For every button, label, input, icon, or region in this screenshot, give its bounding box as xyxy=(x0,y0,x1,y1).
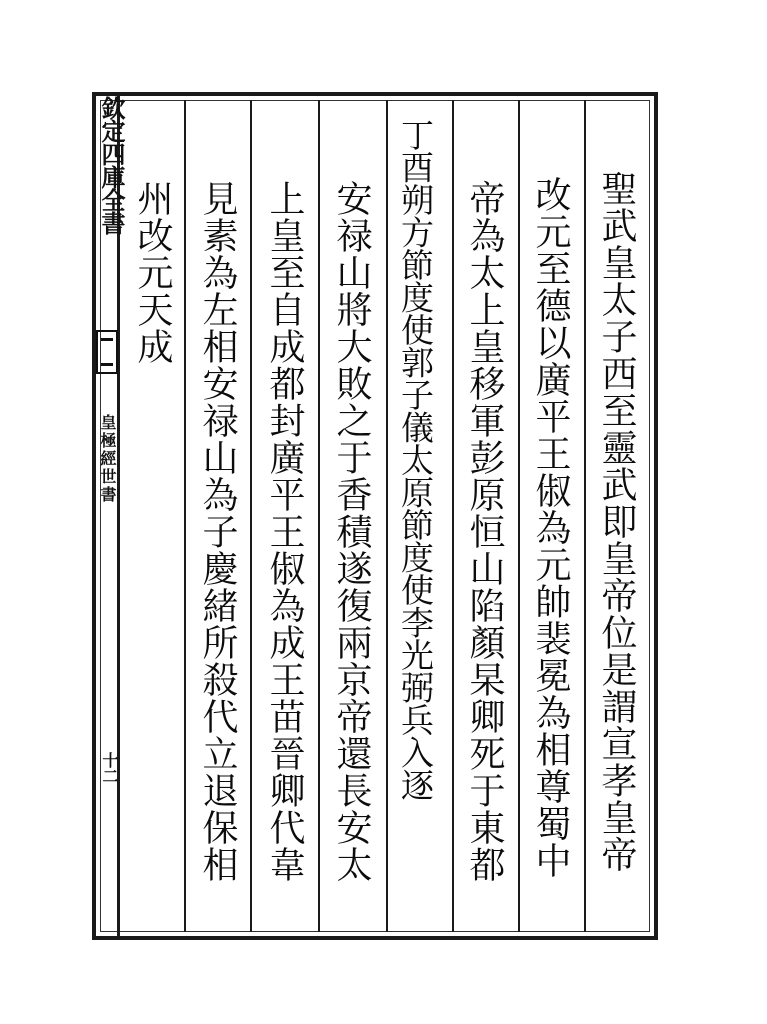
margin-volume-mark xyxy=(96,330,118,374)
text-column-5: 安禄山將大敗之于香積遂復兩京帝還長安太 xyxy=(331,180,372,883)
page-frame xyxy=(92,92,658,940)
margin-book-title: 欽定四庫全書 xyxy=(97,96,126,234)
column-rule xyxy=(452,100,454,932)
margin-section-title: 皇極經世書 xyxy=(98,414,117,504)
text-column-1: 聖武皇太子西至靈武即皇帝位是謂宣孝皇帝 xyxy=(596,170,637,873)
text-column-6: 上皇至自成都封廣平王俶為成王苗晉卿代韋 xyxy=(264,180,305,883)
text-column-3: 帝為太上皇移軍彭原恒山陷顏杲卿死于東都 xyxy=(464,180,505,883)
column-rule xyxy=(250,100,252,932)
text-column-2: 改元至德以廣平王俶為元帥裴冕為相尊蜀中 xyxy=(530,176,571,879)
column-rule xyxy=(584,100,586,932)
column-rule xyxy=(518,100,520,932)
column-rule xyxy=(318,100,320,932)
text-column-4: 丁酉朔方節度使郭子儀太原節度使李光弼兵入逐 xyxy=(396,118,435,801)
text-column-8: 州改元天成 xyxy=(132,180,173,365)
text-column-7: 見素為左相安禄山為子慶緒所殺代立退保相 xyxy=(197,180,238,883)
margin-page-number: 十二 xyxy=(100,752,119,784)
column-rule xyxy=(184,100,186,932)
column-rule xyxy=(386,100,388,932)
